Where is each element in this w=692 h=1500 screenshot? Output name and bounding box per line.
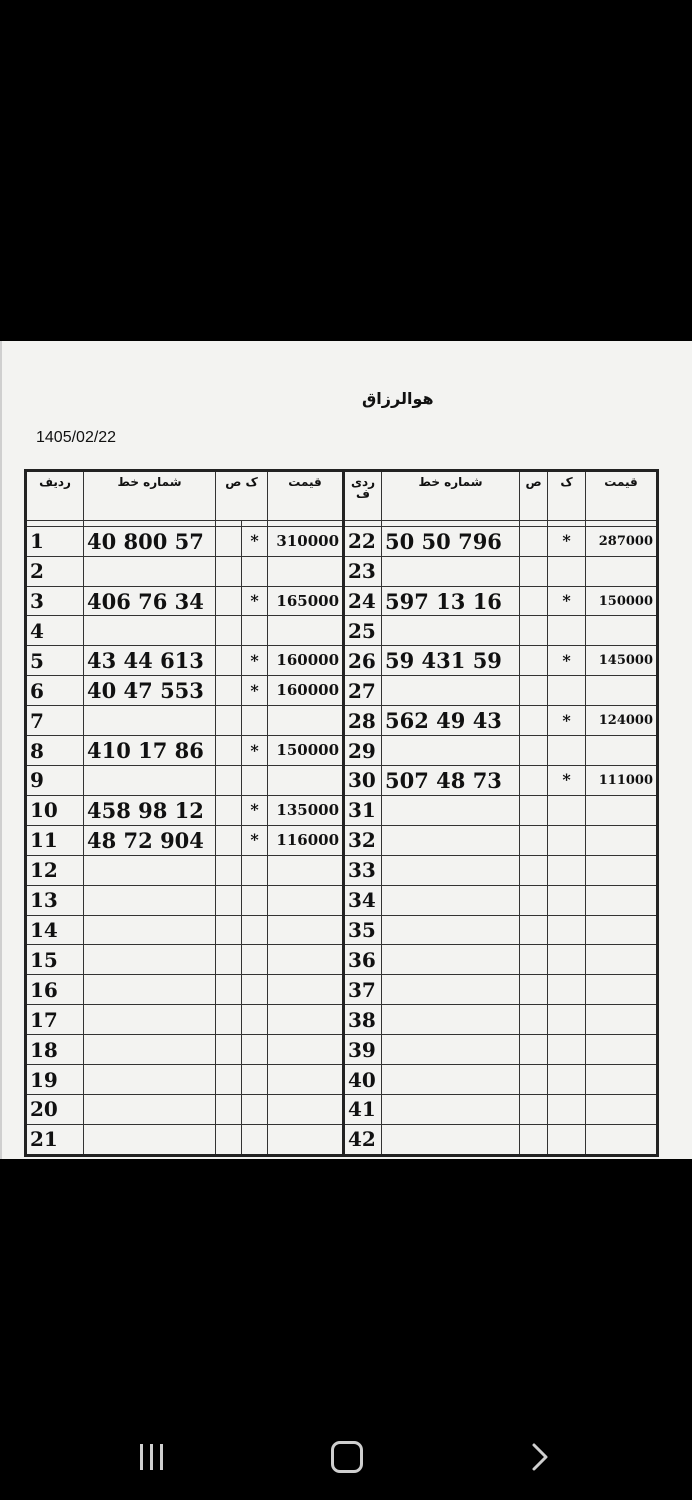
star-mark xyxy=(242,706,268,736)
price-right xyxy=(586,1065,658,1095)
price-right xyxy=(586,945,658,975)
recent-apps-icon[interactable] xyxy=(138,1444,168,1472)
row-number-right: 38 xyxy=(344,1005,382,1035)
line-number-right xyxy=(382,885,520,915)
row-number: 15 xyxy=(26,945,84,975)
document-date: 1405/02/22 xyxy=(36,429,117,446)
k-mark xyxy=(216,915,242,945)
document-heading: هوالرزاق xyxy=(362,389,434,408)
star-mark xyxy=(242,766,268,796)
line-number xyxy=(84,1035,216,1065)
line-number-right: 562 49 43 xyxy=(382,706,520,736)
line-number-right xyxy=(382,795,520,825)
table-row xyxy=(26,526,658,556)
s-mark-right xyxy=(520,975,548,1005)
row-number-right: 32 xyxy=(344,825,382,855)
price: 135000 xyxy=(268,795,344,825)
k-mark xyxy=(216,766,242,796)
star-mark xyxy=(242,1005,268,1035)
line-number: 43 44 613 xyxy=(84,646,216,676)
price xyxy=(268,975,344,1005)
line-number xyxy=(84,556,216,586)
star-mark xyxy=(242,975,268,1005)
row-number-right: 33 xyxy=(344,855,382,885)
row-number-right: 40 xyxy=(344,1065,382,1095)
row-number-right: 42 xyxy=(344,1124,382,1155)
line-number-right xyxy=(382,736,520,766)
line-number-right xyxy=(382,855,520,885)
s-mark-right xyxy=(520,1094,548,1124)
price-right xyxy=(586,736,658,766)
line-number xyxy=(84,975,216,1005)
line-number xyxy=(84,616,216,646)
row-number-right: 30 xyxy=(344,766,382,796)
s-mark-right xyxy=(520,1005,548,1035)
price-right xyxy=(586,676,658,706)
table-row xyxy=(26,616,658,646)
line-number: 40 47 553 xyxy=(84,676,216,706)
table-row xyxy=(26,885,658,915)
price-right xyxy=(586,1124,658,1155)
s-mark-right xyxy=(520,586,548,616)
table-header-row xyxy=(26,471,658,521)
row-number-right: 28 xyxy=(344,706,382,736)
k-mark xyxy=(216,616,242,646)
price xyxy=(268,616,344,646)
k-mark xyxy=(216,975,242,1005)
row-number: 21 xyxy=(26,1124,84,1155)
line-number xyxy=(84,855,216,885)
star-mark: * xyxy=(242,795,268,825)
row-number-right: 25 xyxy=(344,616,382,646)
price-right xyxy=(586,825,658,855)
table-row xyxy=(26,646,658,676)
table-row xyxy=(26,1005,658,1035)
row-number: 3 xyxy=(26,586,84,616)
star-mark-right xyxy=(548,1065,586,1095)
row-number: 5 xyxy=(26,646,84,676)
s-mark-right xyxy=(520,676,548,706)
price xyxy=(268,1005,344,1035)
star-mark: * xyxy=(242,526,268,556)
row-number-right: 23 xyxy=(344,556,382,586)
line-number: 406 76 34 xyxy=(84,586,216,616)
line-number xyxy=(84,1094,216,1124)
row-number: 18 xyxy=(26,1035,84,1065)
home-icon[interactable] xyxy=(331,1441,363,1473)
k-mark xyxy=(216,1065,242,1095)
star-mark-right xyxy=(548,1094,586,1124)
k-mark xyxy=(216,1035,242,1065)
star-mark xyxy=(242,1065,268,1095)
price-right: 287000 xyxy=(586,526,658,556)
price-right xyxy=(586,1005,658,1035)
row-number: 20 xyxy=(26,1094,84,1124)
row-number-right: 24 xyxy=(344,586,382,616)
s-mark-right xyxy=(520,736,548,766)
price-right: 111000 xyxy=(586,766,658,796)
row-number-right: 22 xyxy=(344,526,382,556)
price xyxy=(268,706,344,736)
table-row xyxy=(26,736,658,766)
k-mark xyxy=(216,1124,242,1155)
price xyxy=(268,556,344,586)
price-right xyxy=(586,556,658,586)
s-mark-right xyxy=(520,646,548,676)
price xyxy=(268,945,344,975)
line-number-right xyxy=(382,676,520,706)
price xyxy=(268,1065,344,1095)
price-right xyxy=(586,975,658,1005)
line-number xyxy=(84,1065,216,1095)
price-right xyxy=(586,795,658,825)
header-kas: ک ص xyxy=(216,471,268,521)
row-number: 11 xyxy=(26,825,84,855)
line-number-right xyxy=(382,1065,520,1095)
star-mark-right xyxy=(548,825,586,855)
table-row xyxy=(26,795,658,825)
line-number: 48 72 904 xyxy=(84,825,216,855)
star-mark-right: * xyxy=(548,586,586,616)
k-mark xyxy=(216,646,242,676)
s-mark-right xyxy=(520,706,548,736)
row-number: 1 xyxy=(26,526,84,556)
line-number xyxy=(84,1005,216,1035)
price-right xyxy=(586,855,658,885)
price: 165000 xyxy=(268,586,344,616)
price xyxy=(268,766,344,796)
table-row xyxy=(26,676,658,706)
header-price: قیمت xyxy=(268,471,344,521)
star-mark: * xyxy=(242,646,268,676)
row-number: 2 xyxy=(26,556,84,586)
row-number-right: 26 xyxy=(344,646,382,676)
row-number-right: 41 xyxy=(344,1094,382,1124)
star-mark: * xyxy=(242,676,268,706)
row-number-right: 39 xyxy=(344,1035,382,1065)
price-table xyxy=(24,469,659,1157)
row-number-right: 34 xyxy=(344,885,382,915)
line-number xyxy=(84,1124,216,1155)
star-mark xyxy=(242,885,268,915)
line-number: 458 98 12 xyxy=(84,795,216,825)
s-mark-right xyxy=(520,616,548,646)
table-row xyxy=(26,586,658,616)
s-mark-right xyxy=(520,945,548,975)
system-navigation-bar xyxy=(0,1420,692,1490)
table-row xyxy=(26,556,658,586)
table-row xyxy=(26,915,658,945)
s-mark-right xyxy=(520,556,548,586)
s-mark-right xyxy=(520,885,548,915)
star-mark-right xyxy=(548,1005,586,1035)
header-line-number-right: شماره خط xyxy=(382,471,520,521)
price: 116000 xyxy=(268,825,344,855)
star-mark-right xyxy=(548,885,586,915)
star-mark xyxy=(242,556,268,586)
k-mark xyxy=(216,736,242,766)
price xyxy=(268,855,344,885)
star-mark-right xyxy=(548,1035,586,1065)
line-number: 40 800 57 xyxy=(84,526,216,556)
row-number: 6 xyxy=(26,676,84,706)
table-row xyxy=(26,706,658,736)
star-mark-right xyxy=(548,975,586,1005)
line-number-right xyxy=(382,945,520,975)
k-mark xyxy=(216,885,242,915)
k-mark xyxy=(216,1094,242,1124)
star-mark xyxy=(242,1035,268,1065)
line-number-right xyxy=(382,1094,520,1124)
row-number: 12 xyxy=(26,855,84,885)
price-right xyxy=(586,616,658,646)
s-mark-right xyxy=(520,1065,548,1095)
s-mark-right xyxy=(520,825,548,855)
line-number: 410 17 86 xyxy=(84,736,216,766)
table-row xyxy=(26,855,658,885)
star-mark-right xyxy=(548,945,586,975)
s-mark-right xyxy=(520,915,548,945)
k-mark xyxy=(216,676,242,706)
star-mark-right xyxy=(548,736,586,766)
line-number xyxy=(84,885,216,915)
row-number: 7 xyxy=(26,706,84,736)
line-number xyxy=(84,915,216,945)
row-number: 16 xyxy=(26,975,84,1005)
line-number-right xyxy=(382,1035,520,1065)
line-number xyxy=(84,706,216,736)
row-number-right: 35 xyxy=(344,915,382,945)
star-mark-right: * xyxy=(548,706,586,736)
star-mark: * xyxy=(242,825,268,855)
k-mark xyxy=(216,1005,242,1035)
row-number-right: 27 xyxy=(344,676,382,706)
k-mark xyxy=(216,855,242,885)
table-row xyxy=(26,975,658,1005)
header-row-number: ردیف xyxy=(26,471,84,521)
price xyxy=(268,885,344,915)
row-number: 9 xyxy=(26,766,84,796)
row-number: 19 xyxy=(26,1065,84,1095)
table-row xyxy=(26,1094,658,1124)
header-k-right: ک xyxy=(548,471,586,521)
row-number-right: 37 xyxy=(344,975,382,1005)
price xyxy=(268,915,344,945)
star-mark xyxy=(242,1094,268,1124)
star-mark-right xyxy=(548,915,586,945)
star-mark-right xyxy=(548,616,586,646)
row-number: 14 xyxy=(26,915,84,945)
line-number-right xyxy=(382,616,520,646)
row-number-right: 36 xyxy=(344,945,382,975)
line-number-right xyxy=(382,915,520,945)
k-mark xyxy=(216,945,242,975)
star-mark xyxy=(242,945,268,975)
line-number-right: 507 48 73 xyxy=(382,766,520,796)
table-row xyxy=(26,1065,658,1095)
s-mark-right xyxy=(520,1035,548,1065)
k-mark xyxy=(216,586,242,616)
line-number xyxy=(84,766,216,796)
k-mark xyxy=(216,706,242,736)
star-mark-right xyxy=(548,556,586,586)
price-right: 145000 xyxy=(586,646,658,676)
s-mark-right xyxy=(520,1124,548,1155)
header-s-right: ص xyxy=(520,471,548,521)
price-right xyxy=(586,915,658,945)
line-number-right: 59 431 59 xyxy=(382,646,520,676)
table-row xyxy=(26,766,658,796)
star-mark-right xyxy=(548,855,586,885)
star-mark: * xyxy=(242,586,268,616)
star-mark-right: * xyxy=(548,646,586,676)
row-number: 10 xyxy=(26,795,84,825)
back-chevron-icon[interactable] xyxy=(526,1442,554,1472)
k-mark xyxy=(216,526,242,556)
star-mark xyxy=(242,1124,268,1155)
star-mark: * xyxy=(242,736,268,766)
price: 150000 xyxy=(268,736,344,766)
s-mark-right xyxy=(520,855,548,885)
row-number: 8 xyxy=(26,736,84,766)
k-mark xyxy=(216,795,242,825)
price-right xyxy=(586,885,658,915)
price xyxy=(268,1124,344,1155)
k-mark xyxy=(216,825,242,855)
k-mark xyxy=(216,556,242,586)
star-mark-right xyxy=(548,795,586,825)
price: 160000 xyxy=(268,646,344,676)
price-right xyxy=(586,1035,658,1065)
line-number-right xyxy=(382,1005,520,1035)
star-mark-right xyxy=(548,676,586,706)
star-mark xyxy=(242,915,268,945)
line-number-right xyxy=(382,1124,520,1155)
table-row xyxy=(26,1124,658,1155)
header-price-right: قیمت xyxy=(586,471,658,521)
s-mark-right xyxy=(520,526,548,556)
table-row xyxy=(26,1035,658,1065)
table-row xyxy=(26,825,658,855)
price xyxy=(268,1094,344,1124)
row-number: 13 xyxy=(26,885,84,915)
header-line-number: شماره خط xyxy=(84,471,216,521)
line-number xyxy=(84,945,216,975)
price-right: 150000 xyxy=(586,586,658,616)
line-number-right: 50 50 796 xyxy=(382,526,520,556)
price-right xyxy=(586,1094,658,1124)
line-number-right xyxy=(382,825,520,855)
star-mark-right xyxy=(548,1124,586,1155)
s-mark-right xyxy=(520,766,548,796)
star-mark xyxy=(242,855,268,885)
table-row xyxy=(26,945,658,975)
s-mark-right xyxy=(520,795,548,825)
price: 310000 xyxy=(268,526,344,556)
row-number: 17 xyxy=(26,1005,84,1035)
document-photo xyxy=(0,341,692,1159)
price xyxy=(268,1035,344,1065)
header-row-number-right: ردی ف xyxy=(344,471,382,521)
line-number-right: 597 13 16 xyxy=(382,586,520,616)
price-right: 124000 xyxy=(586,706,658,736)
price: 160000 xyxy=(268,676,344,706)
star-mark xyxy=(242,616,268,646)
star-mark-right: * xyxy=(548,526,586,556)
line-number-right xyxy=(382,556,520,586)
star-mark-right: * xyxy=(548,766,586,796)
row-number: 4 xyxy=(26,616,84,646)
row-number-right: 31 xyxy=(344,795,382,825)
line-number-right xyxy=(382,975,520,1005)
row-number-right: 29 xyxy=(344,736,382,766)
